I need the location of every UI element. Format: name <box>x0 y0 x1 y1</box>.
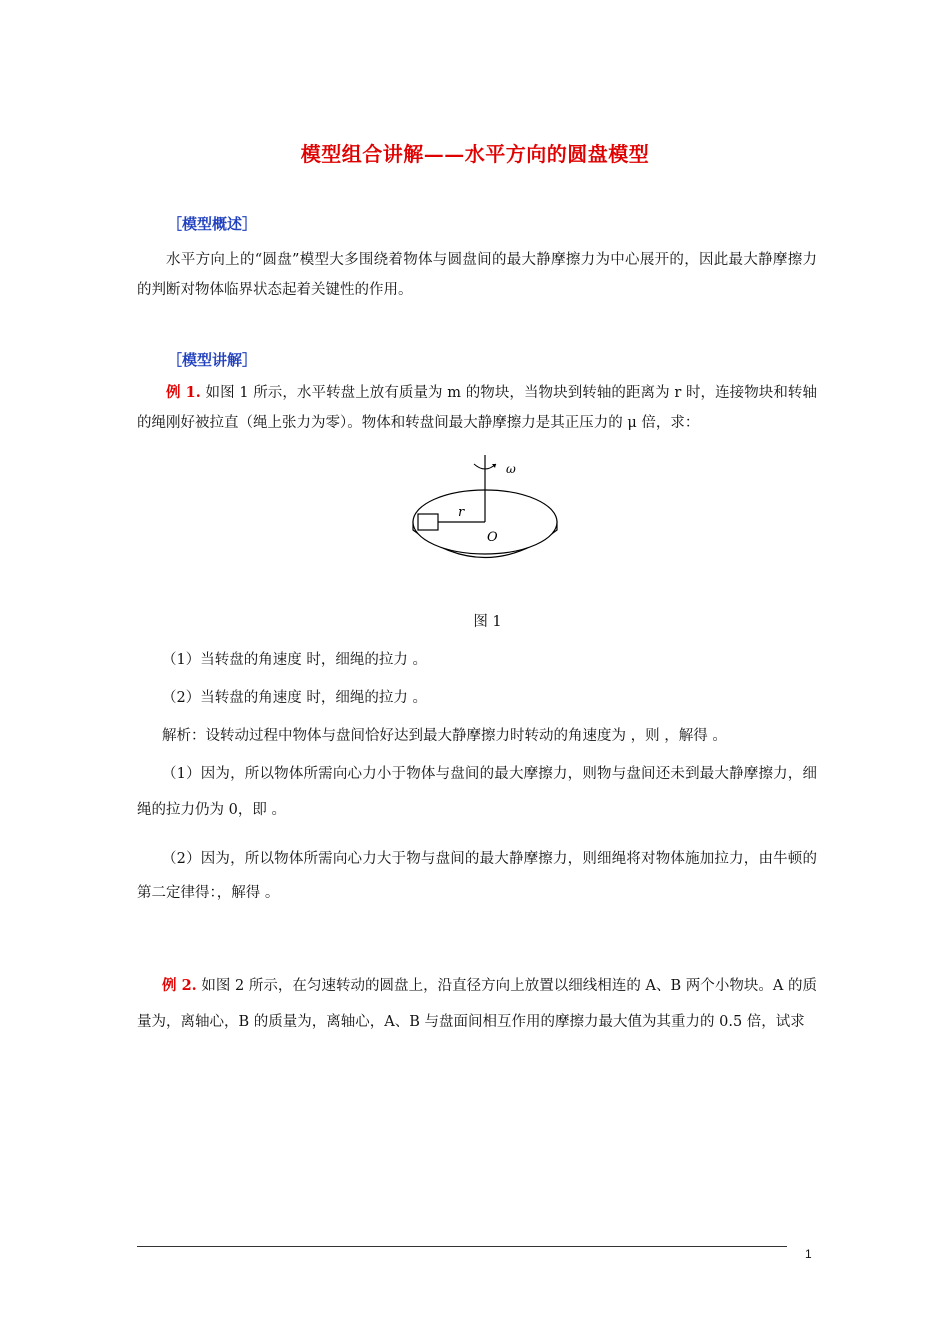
example2-label: 例 2. <box>162 977 197 994</box>
figure-caption: 图 1 <box>473 614 502 630</box>
answer-1: （1）因为，所以物体所需向心力小于物体与盘间的最大摩擦力，则物与盘间还未到最大静摩擦力，细绳的拉力仍为 0，即 。 <box>137 766 817 818</box>
footer-rule <box>137 1246 787 1247</box>
o-label: O <box>487 530 498 545</box>
page-title: 模型组合讲解——水平方向的圆盘模型 <box>300 142 650 166</box>
r-label: r <box>458 505 465 520</box>
example2-text: 如图 2 所示，在匀速转动的圆盘上，沿直径方向上放置以细线相连的 A、B 两个小物块。A 的质量为，离轴心，B 的质量为，离轴心，A、B 与盘面间相互作用的摩擦力最大值为其重力的 0.5 倍，试求 <box>137 978 818 1030</box>
omega-label: ω <box>506 462 516 476</box>
block <box>418 514 438 530</box>
analysis-text: 解析：设转动过程中物体与盘间恰好达到最大静摩擦力时转动的角速度为 ，则 ，解得 。 <box>162 728 727 744</box>
example1-text: 如图 1 所示，水平转盘上放有质量为 m 的物块，当物块到转轴的距离为 r 时，连接物块和转轴的绳刚好被拉直（绳上张力为零）。物体和转盘间最大静摩擦力是其正压力的 μ 倍，求： <box>137 385 817 431</box>
answer-2: （2）因为，所以物体所需向心力大于物与盘间的最大静摩擦力，则细绳将对物体施加拉力，由牛顿的第二定律得：，解得 。 <box>137 851 817 901</box>
page-number: 1 <box>805 1247 812 1261</box>
question-2: （2）当转盘的角速度 时，细绳的拉力 。 <box>162 690 427 706</box>
question-1: （1）当转盘的角速度 时，细绳的拉力 。 <box>162 652 427 668</box>
explain-heading: ［模型讲解］ <box>167 351 258 369</box>
overview-heading: ［模型概述］ <box>167 215 258 233</box>
example2-paragraph <box>137 968 817 1040</box>
example1-paragraph <box>137 378 817 438</box>
rotation-arrow-head <box>492 464 496 468</box>
turntable-figure <box>410 450 560 565</box>
overview-paragraph: 水平方向上的“圆盘”模型大多围绕着物体与圆盘间的最大静摩擦力为中心展开的，因此最大静摩擦力的判断对物体临界状态起着关键性的作用。 <box>137 252 817 298</box>
example1-label: 例 1. <box>166 384 201 401</box>
